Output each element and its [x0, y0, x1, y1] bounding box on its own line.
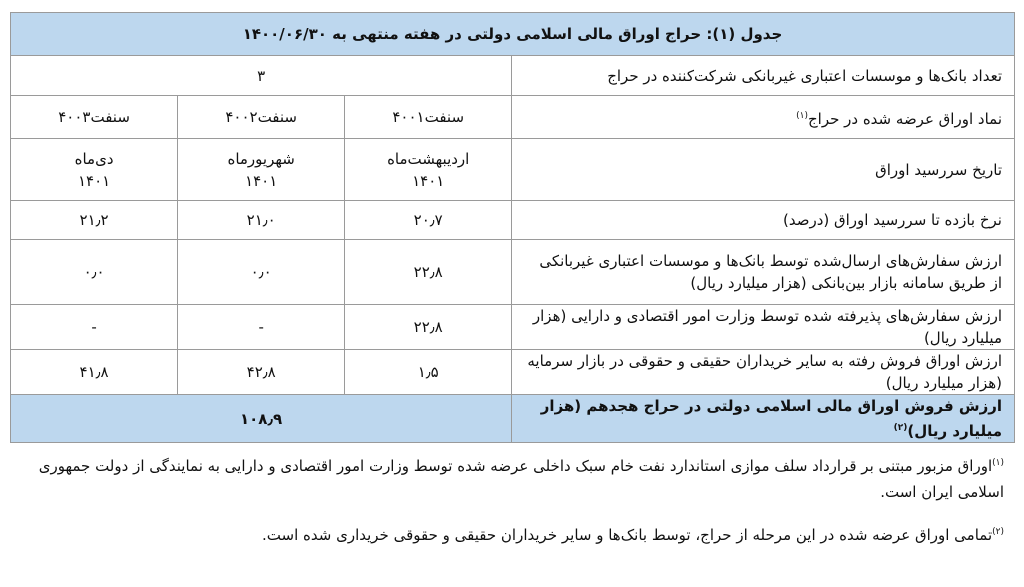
maturity-year: ۱۴۰۱ — [77, 171, 111, 190]
footnote-ref: (۱) — [796, 110, 808, 121]
footnote — [30, 519, 1004, 548]
value-cell: ۲۰٫۷ — [345, 201, 512, 240]
maturity-month: شهریورماه — [227, 149, 295, 168]
row-label: نماد اوراق عرضه شده در حراج$^{(۱)}$ — [512, 96, 1015, 139]
footnote-text: اوراق مزبور مبتنی بر قرارداد سلف موازی استاندارد نفت خام سبک داخلی عرضه شده توسط وزارت امور اقتصادی و دارایی به نمایندگی از دولت جمهوری اسلامی ایران است. — [38, 457, 1004, 501]
value-cell: - — [11, 305, 178, 350]
row-label: تعداد بانک‌ها و موسسات اعتباری غیربانکی شرکت‌کننده در حراج — [512, 56, 1015, 96]
bank-count-value: ۳ — [11, 56, 512, 96]
footnote-text: تمامی اوراق عرضه شده در این مرحله از حراج، توسط بانک‌ها و سایر خریداران حقیقی و حقوقی خریداری شده است. — [262, 526, 993, 544]
footnote — [30, 450, 1004, 505]
maturity-cell — [345, 139, 512, 201]
table-row — [11, 139, 1015, 201]
symbol-cell: سنفت۴۰۰۲ — [178, 96, 345, 139]
value-cell: ۲۲٫۸ — [345, 240, 512, 305]
table-row — [11, 201, 1015, 240]
row-label: تاریخ سررسید اوراق — [512, 139, 1015, 201]
table-total-row — [11, 395, 1015, 443]
total-label: ارزش فروش اوراق مالی اسلامی دولتی در حراج هجدهم (هزار میلیارد ریال)$^{(۲)}$ — [512, 395, 1015, 443]
maturity-cell — [178, 139, 345, 201]
total-value: ۱۰۸٫۹ — [11, 395, 512, 443]
maturity-year: ۱۴۰۱ — [412, 171, 445, 190]
symbol-cell: سنفت۴۰۰۱ — [345, 96, 512, 139]
maturity-year: ۱۴۰۱ — [245, 171, 278, 190]
value-cell: ۲۱٫۲ — [11, 201, 178, 240]
auction-table — [10, 12, 1015, 443]
table-row — [11, 56, 1015, 96]
row-label: ارزش اوراق فروش رفته به سایر خریداران حقیقی و حقوقی در بازار سرمایه (هزار میلیارد ریال) — [512, 350, 1015, 395]
value-cell: ۴۱٫۸ — [11, 350, 178, 395]
table-row — [11, 305, 1015, 350]
value-cell: ۱٫۵ — [345, 350, 512, 395]
symbol-cell: سنفت۴۰۰۳ — [11, 96, 178, 139]
table-row — [11, 96, 1015, 139]
maturity-month: اردیبهشت‌ماه — [387, 149, 470, 168]
value-cell: ۲۱٫۰ — [178, 201, 345, 240]
maturity-cell — [11, 139, 178, 201]
footnote-ref: (۲) — [893, 423, 908, 433]
maturity-month: دی‌ماه — [74, 149, 114, 168]
value-cell: - — [178, 305, 345, 350]
value-cell: ۲۲٫۸ — [345, 305, 512, 350]
footnote-marker: (۱) — [992, 458, 1004, 468]
table-row — [11, 240, 1015, 305]
table-row — [11, 350, 1015, 395]
footnote-marker: (۲) — [992, 527, 1004, 537]
table-header-row — [11, 13, 1015, 56]
value-cell: ۰٫۰ — [178, 240, 345, 305]
row-label: ارزش سفارش‌های ارسال‌شده توسط بانک‌ها و موسسات اعتباری غیربانکی از طریق سامانه بازار بین‌بانکی (هزار میلیارد ریال) — [512, 240, 1015, 305]
value-cell: ۰٫۰ — [11, 240, 178, 305]
footnotes — [30, 450, 1004, 548]
table-title: جدول (۱): حراج اوراق مالی اسلامی دولتی در هفته منتهی به ۱۴۰۰/۰۶/۳۰ — [11, 13, 1015, 56]
value-cell: ۴۲٫۸ — [178, 350, 345, 395]
row-label: ارزش سفارش‌های پذیرفته شده توسط وزارت امور اقتصادی و دارایی (هزار میلیارد ریال) — [512, 305, 1015, 350]
row-label: نرخ بازده تا سررسید اوراق (درصد) — [512, 201, 1015, 240]
